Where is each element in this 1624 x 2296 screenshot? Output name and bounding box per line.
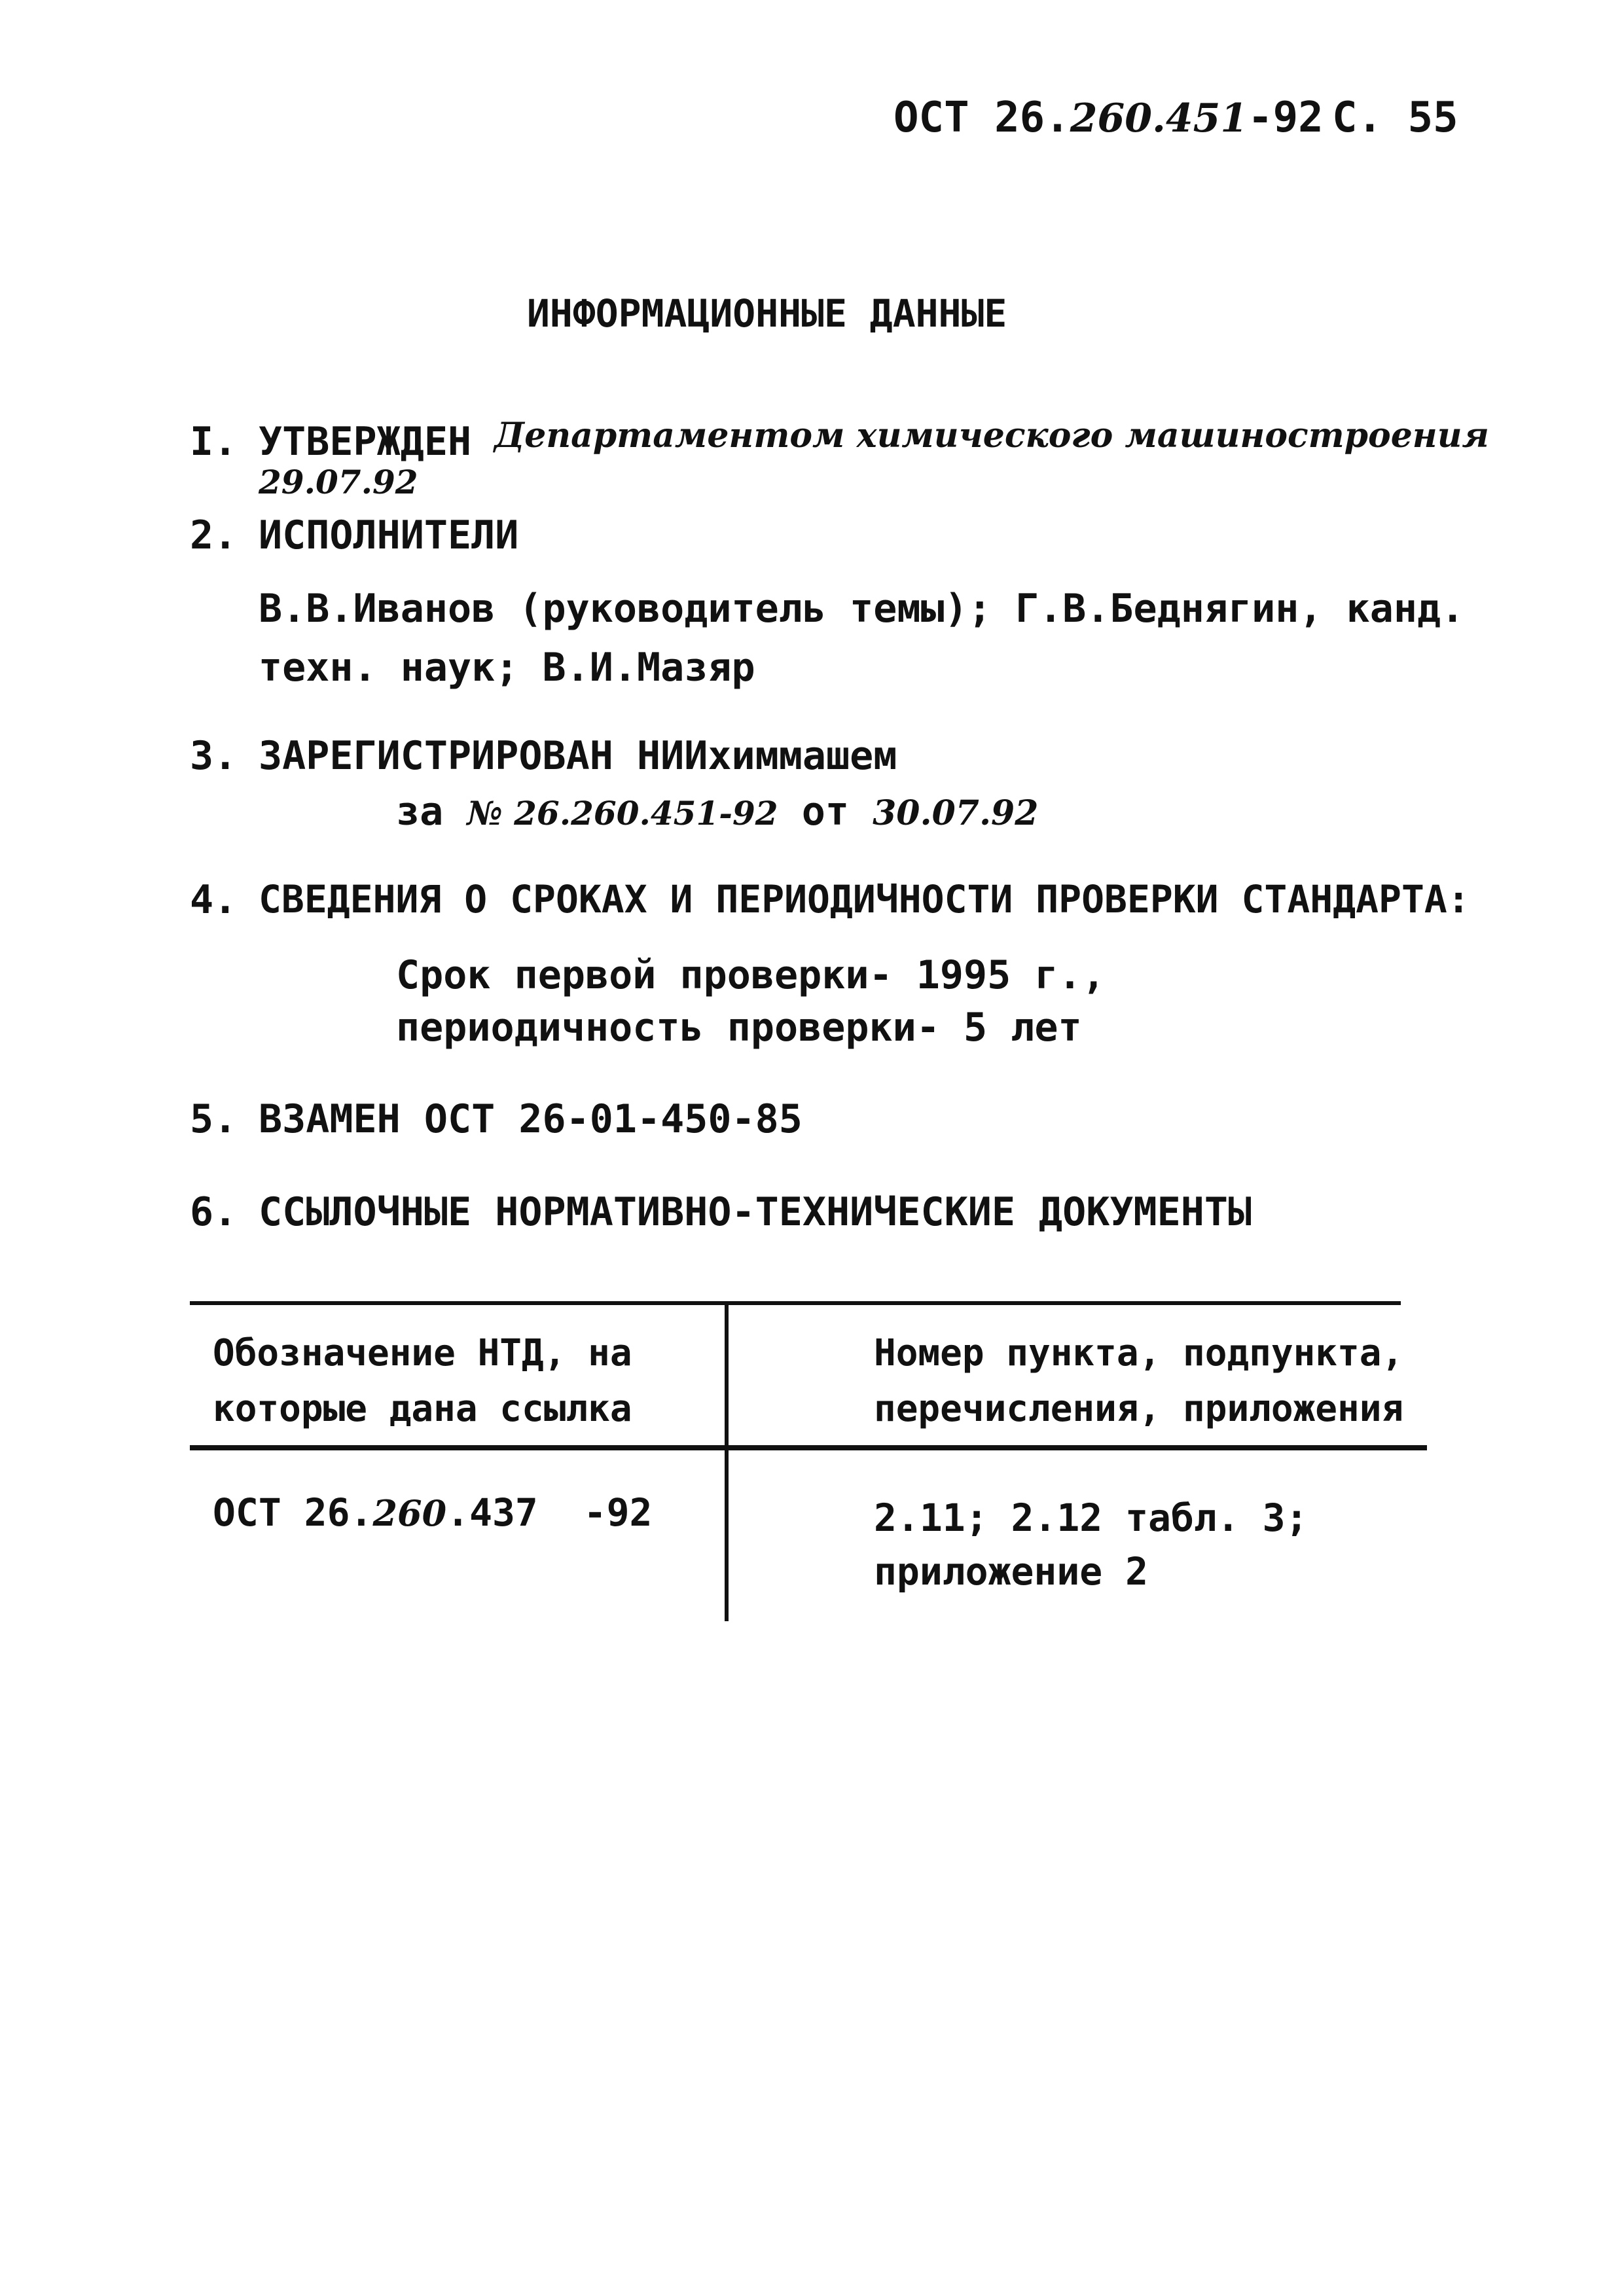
approval-date-handwritten: 29.07.92 bbox=[259, 463, 418, 501]
section-2-heading: ИСПОЛНИТЕЛИ bbox=[259, 512, 519, 558]
registration-from: от bbox=[801, 789, 849, 834]
authors-line-1: В.В.Иванов (руководитель темы); Г.В.Беднягин, канд. bbox=[259, 586, 1465, 632]
review-periodicity: периодичность проверки- 5 лет bbox=[396, 1005, 1082, 1050]
authors-line-2: техн. наук; В.И.Мазяр bbox=[259, 645, 755, 691]
standard-handwritten-number: 260.451 bbox=[1070, 96, 1248, 141]
table-header-divider bbox=[190, 1445, 1427, 1450]
registration-prefix: за bbox=[396, 789, 444, 834]
table-header-doc-line-2: которые дана ссылка bbox=[213, 1388, 632, 1430]
doc-suffix: .437 -92 bbox=[446, 1490, 653, 1535]
section-1-number: I. bbox=[190, 419, 238, 465]
section-3-number: 3. bbox=[190, 733, 238, 779]
section-6-number: 6. bbox=[190, 1189, 238, 1235]
section-6-heading: ССЫЛОЧНЫЕ НОРМАТИВНО-ТЕХНИЧЕСКИЕ ДОКУМЕНТЫ bbox=[259, 1189, 1252, 1235]
table-row-ref-line-1: 2.11; 2.12 табл. 3; bbox=[874, 1496, 1308, 1540]
page-number: С. 55 bbox=[1332, 94, 1458, 142]
standard-prefix: ОСТ 26. bbox=[893, 94, 1070, 142]
approval-authority-handwritten: Департаментом химического машиностроения bbox=[494, 416, 1489, 456]
section-1-heading: УТВЕРЖДЕН bbox=[259, 419, 472, 465]
standard-suffix: -92 bbox=[1248, 94, 1324, 142]
section-4-number: 4. bbox=[190, 877, 238, 923]
doc-prefix: ОСТ 26. bbox=[213, 1490, 373, 1535]
table-header-ref-line-2: перечисления, приложения bbox=[874, 1388, 1404, 1430]
registration-date-handwritten: 30.07.92 bbox=[873, 793, 1039, 833]
table-column-divider bbox=[725, 1304, 729, 1621]
section-3-heading: ЗАРЕГИСТРИРОВАН НИИхиммашем bbox=[259, 733, 897, 779]
table-top-border bbox=[190, 1301, 1401, 1305]
table-header-doc-line-1: Обозначение НТД, на bbox=[213, 1332, 632, 1374]
first-review-date: Срок первой проверки- 1995 г., bbox=[396, 952, 1106, 998]
table-header-ref-line-1: Номер пункта, подпункта, bbox=[874, 1332, 1404, 1374]
section-2-number: 2. bbox=[190, 512, 238, 558]
doc-handwritten-number: 260 bbox=[372, 1492, 447, 1534]
page-header bbox=[893, 94, 1324, 142]
section-5-heading: ВЗАМЕН ОСТ 26-01-450-85 bbox=[259, 1096, 803, 1142]
registration-line bbox=[396, 789, 1039, 834]
page-title: ИНФОРМАЦИОННЫЕ ДАННЫЕ bbox=[527, 291, 1007, 336]
table-row-ref-line-2: приложение 2 bbox=[874, 1549, 1149, 1594]
section-4-heading: СВЕДЕНИЯ О СРОКАХ И ПЕРИОДИЧНОСТИ ПРОВЕРКИ СТАНДАРТА: bbox=[259, 877, 1470, 922]
section-5-number: 5. bbox=[190, 1096, 238, 1142]
registration-number-handwritten: № 26.260.451-92 bbox=[467, 794, 778, 833]
table-row-doc bbox=[213, 1490, 653, 1535]
